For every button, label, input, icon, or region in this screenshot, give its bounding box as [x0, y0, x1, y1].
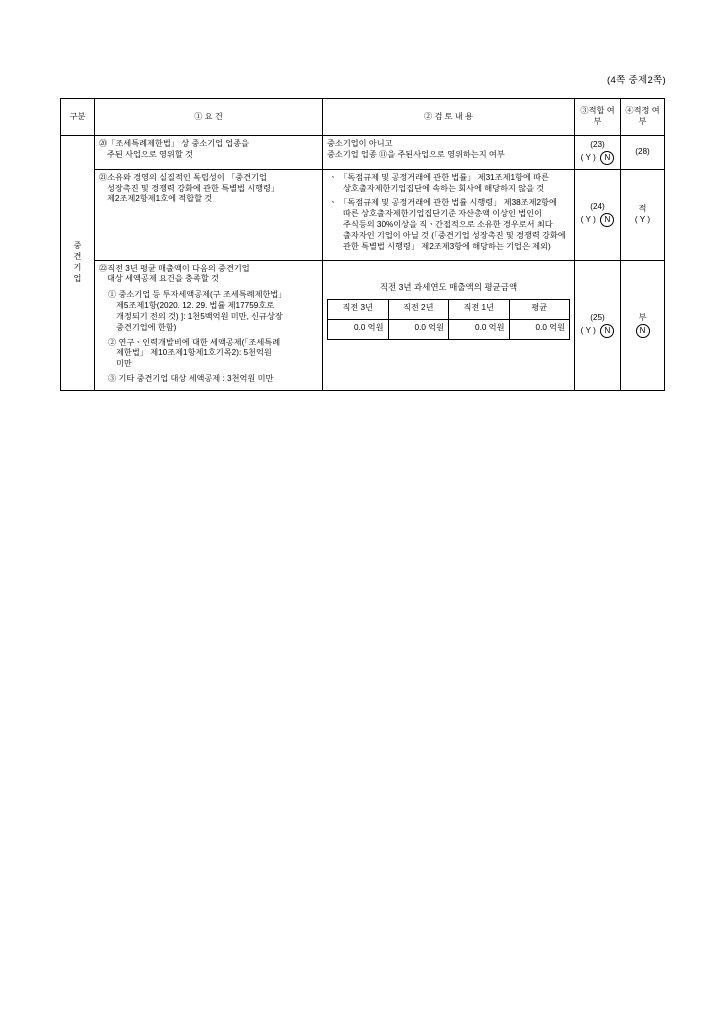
fit-cell-2[interactable] [575, 169, 621, 260]
table-row [61, 260, 665, 390]
header-review: ② 검 토 내 용 [323, 99, 575, 136]
fit-1-number: (23) [590, 140, 605, 149]
fit-2-yn[interactable]: ( Y ) N [577, 213, 618, 227]
fit-2-number: (24) [590, 202, 605, 212]
review-2-bullet-1-sub: 상호출자제한기업집단에 속하는 회사에 해당하지 않을 것 [343, 183, 545, 193]
gubun-char-2: 기 [73, 262, 82, 272]
fit-3-yn[interactable]: ( Y ) N [577, 324, 618, 338]
requirement-1-line2: 주된 사업으로 영위할 것 [107, 149, 193, 159]
sales-header-3: 평균 [509, 299, 570, 319]
requirement-3-line2: 대상 세액공제 요건을 충족할 것 [107, 274, 219, 284]
gubun-char-1: 견 [73, 252, 82, 262]
gubun-char-3: 업 [73, 273, 82, 283]
header-judge-line2: 여부 [638, 106, 660, 126]
requirement-3-sub-3-line0: 기타 중견기업 대상 세액공제 : 3천억원 미만 [118, 374, 274, 384]
requirement-3-line1: 직전 3년 평균 매출액이 다음의 중견기업 [107, 263, 250, 273]
header-gubun: 구분 [61, 99, 95, 136]
requirement-cell-2 [95, 169, 323, 260]
requirement-1-line1: 「조세특례제한법」 상 중소기업 업종을 [107, 139, 250, 148]
gubun-vertical-label [61, 136, 95, 391]
sales-header-2: 직전 1년 [449, 299, 510, 319]
review-2-bullet-1: ㆍ 「독점규제 및 공정거래에 관한 법률」 제31조제1항에 따른 상호출자제한기업집단에 속하는 회사에 해당하지 않을 것 [327, 173, 570, 195]
review-2-bullet-2-sub-1: 주식등의 30%이상을 직ㆍ간접적으로 소유한 경우로서 최다 [343, 220, 553, 230]
review-cell-1 [323, 136, 575, 170]
header-requirement: ① 요 건 [95, 99, 323, 136]
review-2-bullet-2-sub-2: 출자자인 기업이 아닐 것 (「중견기업 성장촉진 및 경쟁력 강화에 [343, 230, 566, 240]
sales-value-3[interactable]: 0.0 억원 [509, 319, 570, 339]
judge-2-text: 적 [638, 203, 647, 213]
sales-table-value-row [328, 319, 570, 339]
fit-cell-1[interactable] [575, 136, 621, 170]
table-row [61, 136, 665, 170]
review-2-bullet-2-sub-0: 따른 상호출자제한기업집단기준 자산총액 이상인 법인이 [343, 209, 542, 219]
review-3-heading: 직전 3년 과세연도 매출액의 평균금액 [379, 281, 518, 292]
eligibility-review-table [60, 98, 665, 391]
fit-cell-3[interactable] [575, 260, 621, 390]
review-cell-2 [323, 169, 575, 260]
requirement-3-sub-1-line3: 중견기업에 한함) [116, 322, 177, 332]
review-1-line2: 중소기업 업종 ⑪을 주된사업으로 영위하는지 여부 [327, 149, 505, 159]
requirement-3-sub-1-num: ① [108, 290, 117, 300]
header-fit [575, 99, 621, 136]
requirement-2-line2: 성장촉진 및 경쟁력 강화에 관한 특별법 시행령」 [107, 183, 280, 193]
requirement-3-sub-3 [99, 374, 318, 385]
requirement-3-sub-1-line1: 제5조제1항(2020. 12. 29. 법률 제17759호로 [116, 301, 275, 311]
fit-1-yn[interactable]: ( Y ) N [577, 151, 618, 165]
page-marker: (4쪽 중제2쪽) [607, 75, 666, 86]
requirement-3-sub-2-num: ② [108, 337, 117, 347]
review-2-bullet-2: ㆍ 「독점규제 및 공정거래에 관한 법률 시행령」 제38조제2항에 따른 상호출자제한기업집단기준 자산총액 이상인 법인이 주식등의 30%이상을 직ㆍ간접적으로 소유한 경우로서 최다 출자자인 기업이 아닐 것 (「중견기업 성장촉진 및 경쟁력 강화에 관한 특별법 시행령」 제2조제3항에 해당하는 기업은 제외) [327, 198, 570, 252]
sales-table-header-row [328, 299, 570, 319]
requirement-3-sub-2-line0: 연구ㆍ인력개발비에 대한 세액공제(「조세특례 [118, 337, 281, 347]
review-2-bullet-2-main: 「독점규제 및 공정거래에 관한 법률 시행령」 제38조제2항에 [339, 198, 557, 208]
sales-header-1: 직전 2년 [388, 299, 449, 319]
sales-value-0[interactable]: 0.0 억원 [328, 319, 389, 339]
requirement-2-line1: 소유와 경영의 실질적인 독립성이 「중견기업 [107, 172, 267, 182]
header-fit-line1: ③적합 [580, 106, 605, 116]
judge-3-text: 부 [638, 312, 647, 322]
judge-3-yn[interactable] [623, 324, 662, 338]
judge-cell-3[interactable] [621, 260, 665, 390]
review-2-bullet-1-main: 「독점규제 및 공정거래에 관한 법률」 제31조제1항에 따른 [339, 172, 549, 182]
sales-header-0: 직전 3년 [328, 299, 389, 319]
fit-1-n-circled[interactable]: N [600, 151, 614, 165]
requirement-cell-3 [95, 260, 323, 390]
requirement-3-sub-1-line0: 중소기업 등 투자세액공제(구 조세특례제한법」 [118, 290, 287, 300]
fit-3-n-circled[interactable]: N [600, 324, 614, 338]
review-2-bullet-2-sub-3: 관한 특별법 시행령」 제2조제3항에 해당하는 기업은 제외) [343, 241, 551, 251]
requirement-3-sub-2-line2: 미만 [116, 359, 132, 369]
requirement-3-sub-2-line1: 제한법」 제10조제1항제1호기목2): 5천억원 [116, 348, 272, 358]
requirement-3-num: ㉒ [99, 263, 108, 273]
table-header-row [61, 99, 665, 136]
judge-1-number: (28) [635, 147, 650, 156]
table-row [61, 169, 665, 260]
requirement-3-sub-3-num: ③ [108, 374, 117, 384]
sales-value-1[interactable]: 0.0 억원 [388, 319, 449, 339]
requirement-3-sub-1-line2: 개정되기 전의 것) ]: 1천5백억원 미만, 신규상장 [116, 311, 283, 321]
requirement-3-sub-1 [99, 290, 318, 333]
requirement-2-line3: 제2조제2항제1호에 적합할 것 [107, 194, 213, 204]
fit-3-number: (25) [590, 312, 605, 322]
review-1-line1: 중소기업이 아니고 [327, 139, 393, 148]
requirement-2-num: ㉑ [99, 172, 108, 182]
fit-2-n-circled[interactable]: N [600, 213, 614, 227]
requirement-cell-1 [95, 136, 323, 170]
gubun-char-0: 중 [73, 241, 82, 251]
judge-3-n-circled[interactable]: N [636, 324, 650, 338]
judge-cell-2[interactable] [621, 169, 665, 260]
header-judge [621, 99, 665, 136]
judge-2-yn[interactable]: ( Y ) [634, 214, 651, 224]
header-fit-line2: 여부 [593, 106, 615, 126]
sales-average-table [327, 299, 570, 340]
requirement-1-num: ⑳ [99, 139, 108, 148]
judge-cell-1[interactable] [621, 136, 665, 170]
requirement-3-sub-2 [99, 338, 318, 370]
review-cell-3 [323, 260, 575, 390]
sales-value-2[interactable]: 0.0 억원 [449, 319, 510, 339]
header-judge-line1: ④적정 [625, 106, 650, 116]
